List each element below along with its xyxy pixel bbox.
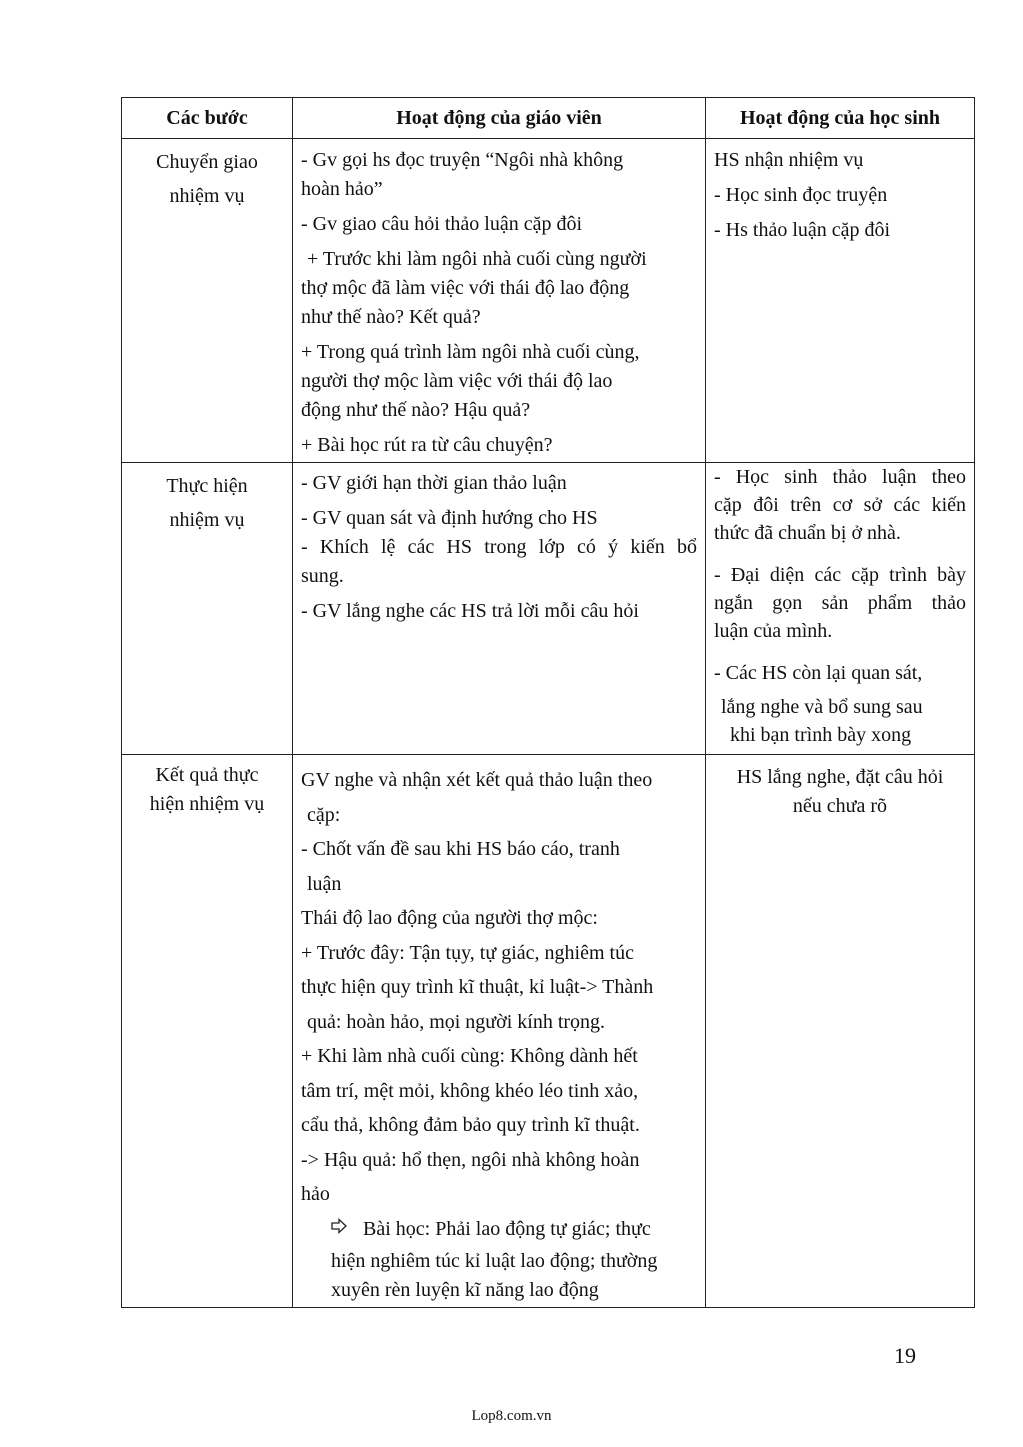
step-text: Kết quả thực (155, 764, 259, 786)
table-row (122, 755, 975, 1308)
student-text: khi bạn trình bày xong (730, 724, 912, 746)
page-number: 19 (894, 1343, 916, 1368)
teacher-text: + Bài học rút ra từ câu chuyện? (301, 434, 553, 456)
student-cell (706, 463, 975, 755)
step-text: Chuyển giao (156, 151, 258, 173)
student-text: lắng nghe và bổ sung sau (721, 696, 923, 718)
footer-site-name: Lop8.com.vn (471, 1408, 552, 1424)
table-row (122, 463, 975, 755)
student-text: cặp đôi trên cơ sở các kiến (714, 494, 966, 516)
teacher-text: hiện nghiêm túc kỉ luật lao động; thường (331, 1250, 658, 1272)
teacher-text: hoàn hảo” (301, 178, 383, 200)
student-text: - Các HS còn lại quan sát, (714, 662, 923, 684)
teacher-text: luận (307, 872, 342, 895)
student-text: nếu chưa rõ (792, 795, 888, 817)
student-text: - Học sinh thảo luận theo (714, 466, 966, 488)
teacher-text: thực hiện quy trình kĩ thuật, kỉ luật-> Thành (301, 976, 654, 998)
teacher-text: sung. (301, 565, 344, 587)
student-text: HS lắng nghe, đặt câu hỏi (736, 766, 944, 788)
teacher-text: thợ mộc đã làm việc với thái độ lao động (301, 277, 630, 299)
teacher-cell (293, 139, 706, 463)
teacher-text: + Khi làm nhà cuối cùng: Không dành hết (301, 1045, 638, 1067)
teacher-text: - GV quan sát và định hướng cho HS (301, 507, 598, 529)
teacher-text: Thái độ lao động của người thợ mộc: (301, 907, 598, 929)
lesson-conclusion (301, 1212, 697, 1247)
teacher-text: tâm trí, mệt mỏi, không khéo léo tinh xảo, (301, 1079, 639, 1102)
header-student-activity: Hoạt động của học sinh (706, 98, 975, 139)
teacher-text: cẩu thả, không đảm bảo quy trình kĩ thuật. (301, 1114, 640, 1136)
header-teacher-activity: Hoạt động của giáo viên (293, 98, 706, 139)
teacher-text: hảo (301, 1183, 330, 1205)
teacher-text: + Trước đây: Tận tụy, tự giác, nghiêm túc (301, 941, 634, 964)
teacher-text: - Khích lệ các HS trong lớp có ý kiến bổ (301, 536, 697, 558)
teacher-text: GV nghe và nhận xét kết quả thảo luận theo (301, 769, 653, 791)
teacher-text: + Trong quá trình làm ngôi nhà cuối cùng, (301, 341, 640, 363)
lesson-activity-table (121, 97, 975, 1308)
teacher-text: cặp: (307, 803, 341, 826)
student-text: ngắn gọn sản phẩm thảo (714, 592, 966, 614)
teacher-text: + Trước khi làm ngôi nhà cuối cùng người (307, 248, 647, 270)
teacher-text: Bài học: Phải lao động tự giác; thực (363, 1217, 651, 1240)
teacher-text: - GV lắng nghe các HS trả lời mỗi câu hỏi (301, 600, 639, 622)
student-text: - Học sinh đọc truyện (714, 184, 888, 206)
step-cell (122, 755, 293, 1308)
student-text: HS nhận nhiệm vụ (714, 149, 864, 171)
student-text: - Đại diện các cặp trình bày (714, 564, 966, 586)
step-text: Thực hiện (166, 475, 248, 497)
teacher-text: như thế nào? Kết quả? (301, 306, 481, 328)
teacher-text: - GV giới hạn thời gian thảo luận (301, 472, 567, 494)
student-cell (706, 755, 975, 1308)
student-text: - Hs thảo luận cặp đôi (714, 219, 891, 241)
header-steps: Các bước (122, 98, 293, 139)
table-header-row (122, 98, 975, 139)
teacher-text: -> Hậu quả: hổ thẹn, ngôi nhà không hoàn (301, 1148, 640, 1171)
teacher-text: động như thế nào? Hậu quả? (301, 399, 531, 421)
teacher-text: xuyên rèn luyện kĩ năng lao động (331, 1279, 599, 1301)
table-row (122, 139, 975, 463)
student-text: luận của mình. (714, 620, 833, 642)
hollow-arrow-icon (331, 1218, 347, 1234)
teacher-text: - Gv giao câu hỏi thảo luận cặp đôi (301, 213, 583, 235)
student-cell (706, 139, 975, 463)
step-cell (122, 139, 293, 463)
step-text: nhiệm vụ (169, 185, 245, 207)
teacher-text: người thợ mộc làm việc với thái độ lao (301, 370, 613, 392)
teacher-cell (293, 755, 706, 1308)
teacher-text: - Gv gọi hs đọc truyện “Ngôi nhà không (301, 149, 624, 171)
step-text: hiện nhiệm vụ (149, 793, 265, 815)
step-cell (122, 463, 293, 755)
teacher-cell (293, 463, 706, 755)
student-text: thức đã chuẩn bị ở nhà. (714, 522, 901, 544)
step-text: nhiệm vụ (169, 509, 245, 531)
teacher-text: - Chốt vấn đề sau khi HS báo cáo, tranh (301, 838, 620, 860)
teacher-text: quả: hoàn hảo, mọi người kính trọng. (307, 1010, 606, 1033)
